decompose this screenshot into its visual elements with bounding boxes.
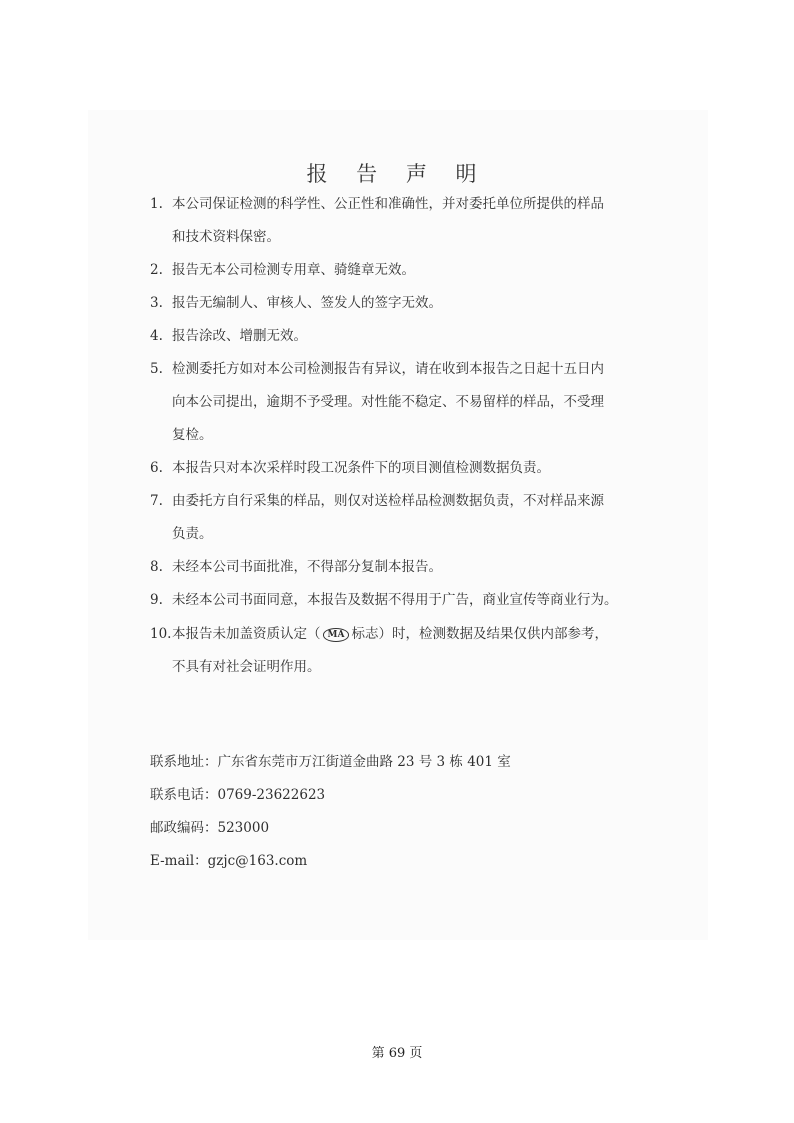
item-line: 和技术资料保密。 [172,229,280,245]
item-number: 1. [150,196,163,212]
item-number: 8. [150,559,163,575]
statement-item-8 [150,551,650,584]
statement-item-7 [150,485,650,551]
item-number: 4. [150,328,163,344]
item-number: 6. [150,460,163,476]
item-line: 未经本公司书面批准，不得部分复制本报告。 [172,559,442,575]
statement-item-5 [150,353,650,452]
item-line: 报告无编制人、审核人、签发人的签字无效。 [172,295,442,311]
item-line: 负责。 [172,526,213,542]
item-line: 不具有对社会证明作用。 [172,659,321,675]
item-number: 5. [150,361,163,377]
statement-item-10 [150,618,650,684]
ma-certification-mark: MA [323,628,350,642]
statement-item-3 [150,287,650,320]
item-line: 复检。 [172,427,213,443]
contact-address: 联系地址：广东省东莞市万江街道金曲路 23 号 3 栋 401 室 [150,754,511,770]
contact-email: E-mail：gzjc@163.com [150,853,308,869]
item-line: 报告涂改、增删无效。 [172,328,307,344]
statement-item-1 [150,188,650,254]
item-line: 报告无本公司检测专用章、骑缝章无效。 [172,262,415,278]
contact-phone: 联系电话：0769-23622623 [150,787,326,803]
item-line: 由委托方自行采集的样品，则仅对送检样品检测数据负责，不对样品来源 [172,493,604,509]
item-line: 本报告只对本次采样时段工况条件下的项目测值检测数据负责。 [172,460,550,476]
item-number: 2. [150,262,163,278]
statement-item-9 [150,584,650,617]
page-number: 第 69 页 [371,1046,423,1061]
statement-item-6 [150,452,650,485]
item-line: 检测委托方如对本公司检测报告有异议，请在收到本报告之日起十五日内 [172,361,604,377]
item-line: 向本公司提出，逾期不予受理。对性能不稳定、不易留样的样品，不受理 [172,394,604,410]
item-line: 本公司保证检测的科学性、公正性和准确性，并对委托单位所提供的样品 [172,196,604,212]
statement-item-2 [150,254,650,287]
contact-postcode: 邮政编码：523000 [150,820,270,836]
item-number: 7. [150,493,163,509]
item-number: 3. [150,295,163,311]
item-text-after: 标志）时，检测数据及结果仅供内部参考， [351,626,608,642]
page-title: 报 告 声 明 [306,162,488,186]
statement-item-4 [150,320,650,353]
item-number: 9. [150,592,163,608]
item-text-before: 本报告未加盖资质认定（ [172,626,321,642]
item-number: 10. [150,626,172,642]
item-line: 未经本公司书面同意，本报告及数据不得用于广告，商业宣传等商业行为。 [172,592,618,608]
